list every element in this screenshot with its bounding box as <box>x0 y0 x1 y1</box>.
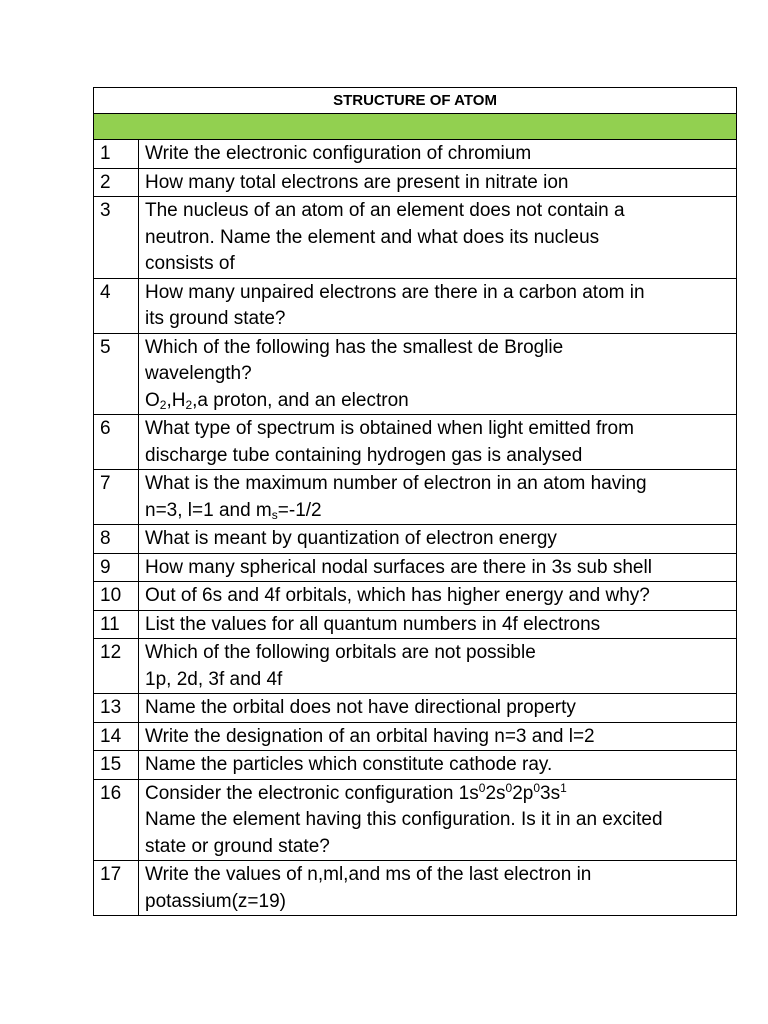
question-line: How many total electrons are present in nitrate ion <box>145 171 569 193</box>
question-line: Name the particles which constitute cathode ray. <box>145 754 553 775</box>
question-line: What is the maximum number of electron in an atom having <box>145 473 647 494</box>
question-text <box>139 779 737 861</box>
question-line: discharge tube containing hydrogen gas is analysed <box>145 444 583 466</box>
configuration-line <box>145 781 732 808</box>
question-row <box>94 861 737 916</box>
config-superscript: 0 <box>478 780 486 795</box>
question-text <box>139 333 737 415</box>
question-row <box>94 415 737 470</box>
formula-h: ,H <box>166 389 186 411</box>
question-line: Write the electronic configuration of chromium <box>145 143 532 164</box>
question-line: Out of 6s and 4f orbitals, which has higher energy and why? <box>145 585 650 606</box>
question-row <box>94 168 737 197</box>
formula-rest: ,a proton, and an electron <box>192 389 409 411</box>
sheet-title: STRUCTURE OF ATOM <box>94 88 737 114</box>
question-line: What type of spectrum is obtained when light emitted from <box>145 418 634 439</box>
question-number: 6 <box>94 415 139 470</box>
question-line: consists of <box>145 253 235 274</box>
question-text <box>139 525 737 554</box>
question-text <box>139 639 737 694</box>
question-line: List the values for all quantum numbers in 4f electrons <box>145 613 601 635</box>
config-superscript: 0 <box>533 780 541 795</box>
question-number: 1 <box>94 140 139 169</box>
formula-o: O <box>145 389 160 411</box>
question-row <box>94 525 737 554</box>
question-line: What is meant by quantization of electron energy <box>145 528 557 549</box>
title-row <box>94 88 737 114</box>
question-number: 10 <box>94 582 139 611</box>
question-text <box>139 751 737 780</box>
green-band <box>94 114 737 140</box>
question-text <box>139 722 737 751</box>
question-text <box>139 861 737 916</box>
config-term: 2s <box>485 782 506 804</box>
qn-post: =-1/2 <box>277 499 322 521</box>
question-line: Name the element having this configuration. Is it in an excited <box>145 809 663 830</box>
question-text <box>139 197 737 279</box>
question-line: Write the values of n,ml,and ms of the last electron in <box>145 864 592 885</box>
question-number: 2 <box>94 168 139 197</box>
question-number: 16 <box>94 779 139 861</box>
question-number: 9 <box>94 553 139 582</box>
question-text <box>139 553 737 582</box>
question-row <box>94 197 737 279</box>
question-row <box>94 779 737 861</box>
question-sheet <box>93 87 736 916</box>
question-row <box>94 333 737 415</box>
question-line: How many spherical nodal surfaces are there in 3s sub shell <box>145 556 652 578</box>
question-number: 5 <box>94 333 139 415</box>
question-number: 17 <box>94 861 139 916</box>
question-line: Which of the following orbitals are not possible <box>145 642 536 663</box>
qn-pre: n=3, l=1 and m <box>145 499 272 521</box>
question-row <box>94 140 737 169</box>
question-row <box>94 278 737 333</box>
qn-subscript: s <box>271 507 278 522</box>
question-text <box>139 140 737 169</box>
question-line: Which of the following has the smallest de Broglie <box>145 336 564 358</box>
question-text <box>139 278 737 333</box>
question-line: potassium(z=19) <box>145 890 286 912</box>
green-band-row <box>94 114 737 140</box>
question-line: How many unpaired electrons are there in a carbon atom in <box>145 281 645 303</box>
question-line: 1p, 2d, 3f and 4f <box>145 668 283 690</box>
question-number: 4 <box>94 278 139 333</box>
question-number: 14 <box>94 722 139 751</box>
questions-table <box>93 87 737 916</box>
formula-h-subscript: 2 <box>185 397 193 412</box>
question-line: neutron. Name the element and what does its nucleus <box>145 226 600 248</box>
question-line: wavelength? <box>145 363 252 384</box>
formula-line <box>145 388 732 415</box>
question-number: 8 <box>94 525 139 554</box>
question-number: 15 <box>94 751 139 780</box>
question-row <box>94 470 737 525</box>
question-row <box>94 751 737 780</box>
question-number: 3 <box>94 197 139 279</box>
config-term: 2p <box>512 782 534 804</box>
config-pre: Consider the electronic configuration 1s <box>145 782 479 804</box>
question-text <box>139 168 737 197</box>
question-text <box>139 415 737 470</box>
question-line: its ground state? <box>145 308 286 329</box>
question-text <box>139 582 737 611</box>
question-line: Write the designation of an orbital having n=3 and l=2 <box>145 725 595 747</box>
question-text <box>139 694 737 723</box>
config-superscript: 1 <box>560 780 567 795</box>
question-row <box>94 582 737 611</box>
question-number: 11 <box>94 610 139 639</box>
question-line: The nucleus of an atom of an element does not contain a <box>145 200 625 221</box>
question-number: 13 <box>94 694 139 723</box>
question-number: 7 <box>94 470 139 525</box>
quantum-number-line <box>145 498 732 525</box>
question-row <box>94 722 737 751</box>
question-row <box>94 694 737 723</box>
question-text <box>139 470 737 525</box>
question-number: 12 <box>94 639 139 694</box>
config-superscript: 0 <box>505 780 513 795</box>
question-text <box>139 610 737 639</box>
formula-o-subscript: 2 <box>159 397 167 412</box>
question-row <box>94 610 737 639</box>
config-term: 3s <box>540 782 561 804</box>
question-line: Name the orbital does not have directional property <box>145 697 576 718</box>
question-row <box>94 553 737 582</box>
question-line: state or ground state? <box>145 835 330 857</box>
question-row <box>94 639 737 694</box>
